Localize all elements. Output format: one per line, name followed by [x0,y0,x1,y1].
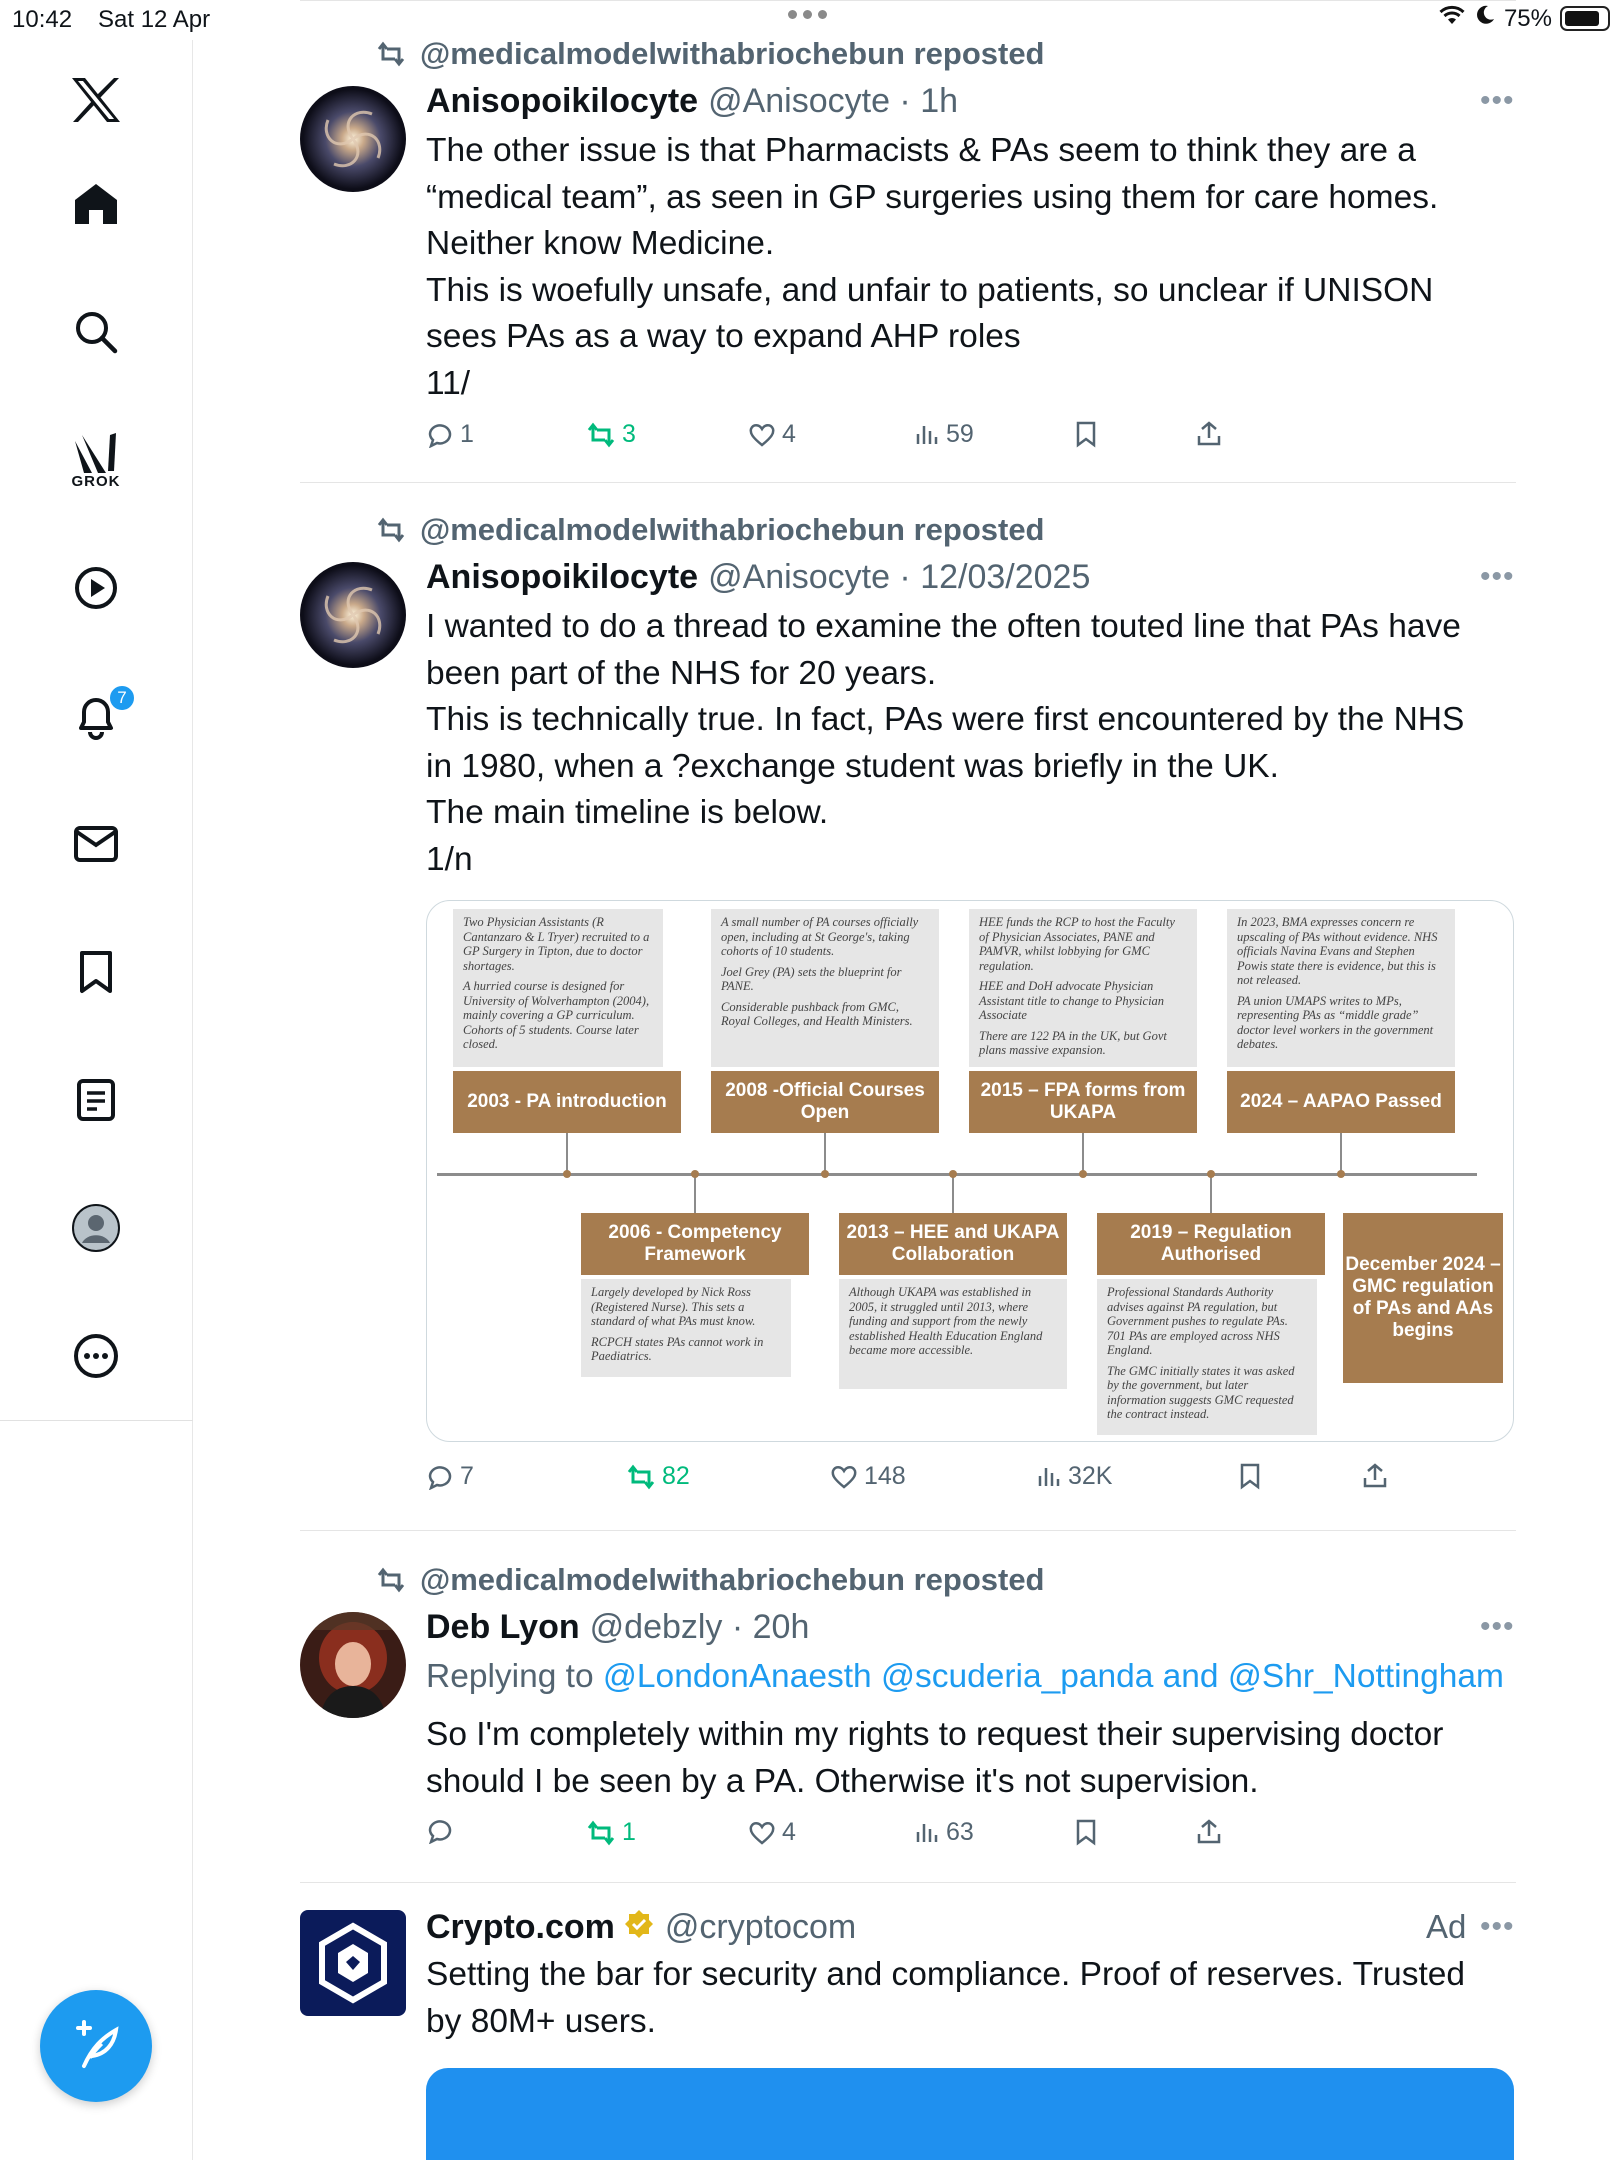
post-line: in 1980, when a ?exchange student was briefly in the UK. [426,747,1279,785]
repost-icon [376,41,406,67]
post-line: “medical team”, as seen in GP surgeries using them for care homes. [426,178,1439,216]
advertiser-name[interactable]: Crypto.com [426,1908,615,1946]
timeline-dot [563,1170,571,1178]
post-line: Neither know Medicine. [426,225,775,262]
timeline-note: Largely developed by Nick Ross (Registered Nurse). This sets a standard of what PAs must know. [591,1285,756,1328]
wifi-icon [1438,4,1466,33]
timeline-note-box [839,1279,1067,1389]
post-divider [300,482,1516,483]
author-handle-time[interactable]: @Anisocyte · 12/03/2025 [708,558,1091,596]
timeline-note-box [453,909,663,1067]
repost-count: 1 [622,1818,636,1846]
timeline-note: Joel Grey (PA) sets the blueprint for PANE. [721,964,902,993]
timeline-label: December 2024 – GMC regulation of PAs and AAs begins [1343,1213,1503,1383]
timeline-note: Professional Standards Authority advises against PA regulation, but Government pushes to regulate PAs. 701 PAs are employed across NHS England. [1107,1285,1288,1357]
repost-icon [586,1820,616,1846]
timeline-note: Considerable pushback from GMC, Royal Colleges, and Health Ministers. [721,999,913,1028]
author-handle-time[interactable]: @debzly · 20h [589,1608,810,1646]
timeline-tick [566,1133,568,1173]
post-line: sees PAs as a way to expand AHP roles [426,318,1021,355]
play-icon [73,565,119,611]
post-text [426,604,1516,883]
timeline-note: Although UKAPA was established in 2005, it struggled until 2013, where funding and support from the newly established Health Education England became more accessible. [849,1285,1043,1357]
repost-button[interactable] [586,1818,636,1847]
sidebar-item-video[interactable] [56,548,136,628]
views-count: 59 [946,420,974,448]
like-count: 148 [864,1462,906,1490]
timeline-note-box [1097,1279,1317,1435]
ad-text [426,1952,1516,2045]
avatar-icon [71,1203,121,1253]
repost-icon [376,1567,406,1593]
sidebar-item-notifications[interactable] [56,676,136,756]
views-icon [914,422,940,448]
timeline-note-box [969,909,1197,1067]
sidebar-item-bookmarks[interactable] [56,932,136,1012]
timeline-dot [1207,1170,1215,1178]
post-line: 1/n [426,840,473,878]
views-icon [914,1820,940,1846]
timeline-dot [691,1170,699,1178]
timeline-tick [824,1133,826,1173]
timeline-note: PA union UMAPS writes to MPs, representing PAs as “middle grade” doctor level workers in the government debates. [1237,993,1434,1051]
share-button[interactable] [1362,1462,1388,1490]
author-avatar[interactable] [300,86,406,192]
home-icon [73,182,119,226]
timeline-note: In 2023, BMA expresses concern re upscaling of PAs without evidence. NHS officials Navina Evans and Stephen Powis state there is evidence, but this is not released. [1237,915,1438,987]
grok-label: GROK [71,472,121,490]
mail-icon [73,824,119,864]
post-actions [426,1818,1326,1858]
post-text [426,1712,1516,1805]
timeline-note-box [581,1279,791,1377]
timeline-note: RCPCH states PAs cannot work in Paediatrics. [591,1334,764,1363]
post-line: Setting the bar for security and compliance. Proof of reserves. Trusted [426,1956,1466,1993]
like-button[interactable] [748,1818,796,1847]
views-button[interactable] [914,1818,974,1847]
timeline-label: 2008 -Official Courses Open [711,1071,939,1133]
heart-icon [830,1464,858,1490]
repost-label: @medicalmodelwithabriochebun reposted [420,512,1045,547]
post-divider [300,1530,1516,1531]
timeline-note-box [1227,909,1455,1067]
timeline-tick [1082,1133,1084,1173]
post-line: The main timeline is below. [426,794,829,831]
views-icon [1036,1464,1062,1490]
sidebar-item-more[interactable] [56,1316,136,1396]
timeline-label: 2003 - PA introduction [453,1071,681,1133]
post-line: by 80M+ users. [426,2002,656,2040]
timeline-note: The GMC initially states it was asked by the government, but later information suggests GMC requested the contract instead. [1107,1363,1295,1421]
repost-icon [586,422,616,448]
status-bar [0,0,1620,40]
bookmark-icon [1074,420,1098,448]
sidebar-separator [0,1420,193,1421]
bookmark-button[interactable] [1074,420,1098,448]
post-text [426,128,1516,407]
post-line: I wanted to do a thread to examine the often touted line that PAs have [426,608,1461,645]
reply-button[interactable] [426,1818,460,1844]
views-button[interactable] [914,420,974,449]
sidebar-item-profile[interactable] [56,1188,136,1268]
timeline-image[interactable] [426,900,1514,1442]
share-icon [1362,1462,1388,1490]
sidebar-item-messages[interactable] [56,804,136,884]
post-line: This is woefully unsafe, and unfair to patients, so unclear if UNISON [426,271,1434,309]
repost-indicator [376,1562,1045,1598]
battery-percent: 75% [1503,4,1552,32]
heart-icon [748,422,776,448]
repost-count: 3 [622,420,636,448]
share-button[interactable] [1196,1818,1222,1846]
sidebar-item-search[interactable] [56,292,136,372]
compose-feather-icon [68,2018,124,2074]
share-icon [1196,420,1222,448]
replying-prefix: Replying to [426,1658,594,1695]
timeline-tick [1210,1176,1212,1216]
bookmark-icon [76,949,116,995]
ad-more-button[interactable]: ••• [1480,1910,1515,1943]
share-icon [1196,1818,1222,1846]
timeline-tick [1340,1133,1342,1173]
replying-to [426,1658,1504,1696]
post-line: The other issue is that Pharmacists & PAs seem to think they are a [426,132,1416,169]
repost-count: 82 [662,1462,690,1490]
search-icon [74,310,118,354]
reply-count: 7 [460,1462,474,1490]
like-count: 4 [782,420,796,448]
post-header [426,558,1090,597]
notification-badge: 7 [108,684,136,712]
timeline-label: 2019 – Regulation Authorised [1097,1213,1325,1275]
reply-button[interactable] [426,1462,474,1491]
status-time: 10:42 [12,6,73,33]
timeline-label: 2013 – HEE and UKAPA Collaboration [839,1213,1067,1275]
list-icon [75,1077,117,1123]
repost-button[interactable] [586,420,636,449]
post-header [426,82,958,121]
author-avatar[interactable] [300,1612,406,1718]
timeline-label: 2006 - Competency Framework [581,1213,809,1275]
timeline-label: 2015 – FPA forms from UKAPA [969,1071,1197,1133]
timeline-note: A hurried course is designed for University of Wolverhampton (2004), mainly covering a GP curriculum. Cohorts of 5 students. Course later closed. [463,979,650,1051]
timeline-note-box [711,909,939,1067]
ad-label: Ad [1426,1908,1467,1945]
author-name[interactable]: Anisopoikilocyte [426,82,699,120]
post-line: should I be seen by a PA. Otherwise it's not supervision. [426,1762,1259,1800]
repost-icon [626,1464,656,1490]
reply-icon [426,1818,454,1844]
timeline-note: Two Physician Assistants (R Cantanzaro & L Tryer) recruited to a GP Surgery in Tipton, due to doctor shortages. [463,915,650,973]
ad-header [426,1908,856,1949]
repost-indicator [376,512,1045,548]
verified-badge-icon [623,1908,655,1949]
like-button[interactable] [830,1462,906,1491]
grok-icon [72,431,120,475]
advertiser-logo[interactable] [300,1910,406,2016]
repost-label: @medicalmodelwithabriochebun reposted [420,1562,1045,1597]
advertiser-handle[interactable]: @cryptocom [664,1908,857,1946]
repost-indicator [376,36,1045,72]
post-line: been part of the NHS for 20 years. [426,654,937,692]
author-handle-time[interactable]: @Anisocyte · 1h [708,82,959,120]
share-button[interactable] [1196,420,1222,448]
sidebar-item-grok[interactable] [56,420,136,500]
timeline-tick [694,1176,696,1216]
author-name[interactable]: Deb Lyon [426,1608,580,1646]
sidebar-item-lists[interactable] [56,1060,136,1140]
author-name[interactable]: Anisopoikilocyte [426,558,699,596]
status-date: Sat 12 Apr [98,6,211,33]
moon-icon [1474,4,1496,33]
views-count: 63 [946,1818,974,1846]
post-header [426,1608,809,1647]
battery-icon [1560,6,1610,31]
timeline-tick [952,1176,954,1216]
replying-to-links[interactable]: @LondonAnaesth @scuderia_panda and @Shr_Nottingham [602,1658,1504,1695]
post-line: 11/ [426,364,471,402]
multitasking-dots[interactable] [788,10,827,19]
reply-icon [426,1464,454,1490]
author-avatar[interactable] [300,562,406,668]
timeline-dot [1079,1170,1087,1178]
like-count: 4 [782,1818,796,1846]
timeline-note: HEE funds the RCP to host the Faculty of Physician Associates, PANE and PAMVR, whilst lobbying for GMC regulation. [979,915,1175,973]
sidebar-item-home[interactable] [56,164,136,244]
reply-button[interactable] [426,420,474,449]
timeline-note: A small number of PA courses officially open, including at St George's, taking cohorts of 10 students. [721,915,919,958]
bookmark-button[interactable] [1238,1462,1262,1490]
post-divider [300,1882,1516,1883]
reply-icon [426,422,454,448]
reply-count: 1 [460,420,474,448]
views-count: 32K [1068,1462,1113,1490]
post-line: This is technically true. In fact, PAs were first encountered by the NHS [426,701,1465,738]
bookmark-icon [1074,1818,1098,1846]
post-actions [426,420,1326,460]
compose-button[interactable] [40,1990,152,2102]
timeline-dot [821,1170,829,1178]
more-icon [73,1333,119,1379]
timeline-axis [437,1173,1477,1176]
timeline-label: 2024 – AAPAO Passed [1227,1071,1455,1133]
post-more-button[interactable]: ••• [1480,84,1515,117]
sidebar [0,40,193,2160]
views-button[interactable] [1036,1462,1112,1491]
repost-label: @medicalmodelwithabriochebun reposted [420,36,1045,71]
timeline-note: There are 122 PA in the UK, but Govt plans massive expansion. [979,1028,1167,1057]
post-divider [300,0,1516,1]
like-button[interactable] [748,420,796,449]
ad-media-card[interactable] [426,2068,1514,2160]
repost-button[interactable] [626,1462,690,1491]
post-more-button[interactable]: ••• [1480,1610,1515,1643]
repost-icon [376,517,406,543]
timeline-dot [1337,1170,1345,1178]
bookmark-icon [1238,1462,1262,1490]
timeline-note: HEE and DoH advocate Physician Assistant title to change to Physician Associate [979,979,1165,1022]
heart-icon [748,1820,776,1846]
x-logo[interactable] [56,60,136,140]
post-more-button[interactable]: ••• [1480,560,1515,593]
timeline-dot [949,1170,957,1178]
post-line: So I'm completely within my rights to request their supervising doctor [426,1716,1444,1753]
bookmark-button[interactable] [1074,1818,1098,1846]
post-actions [426,1462,1326,1502]
